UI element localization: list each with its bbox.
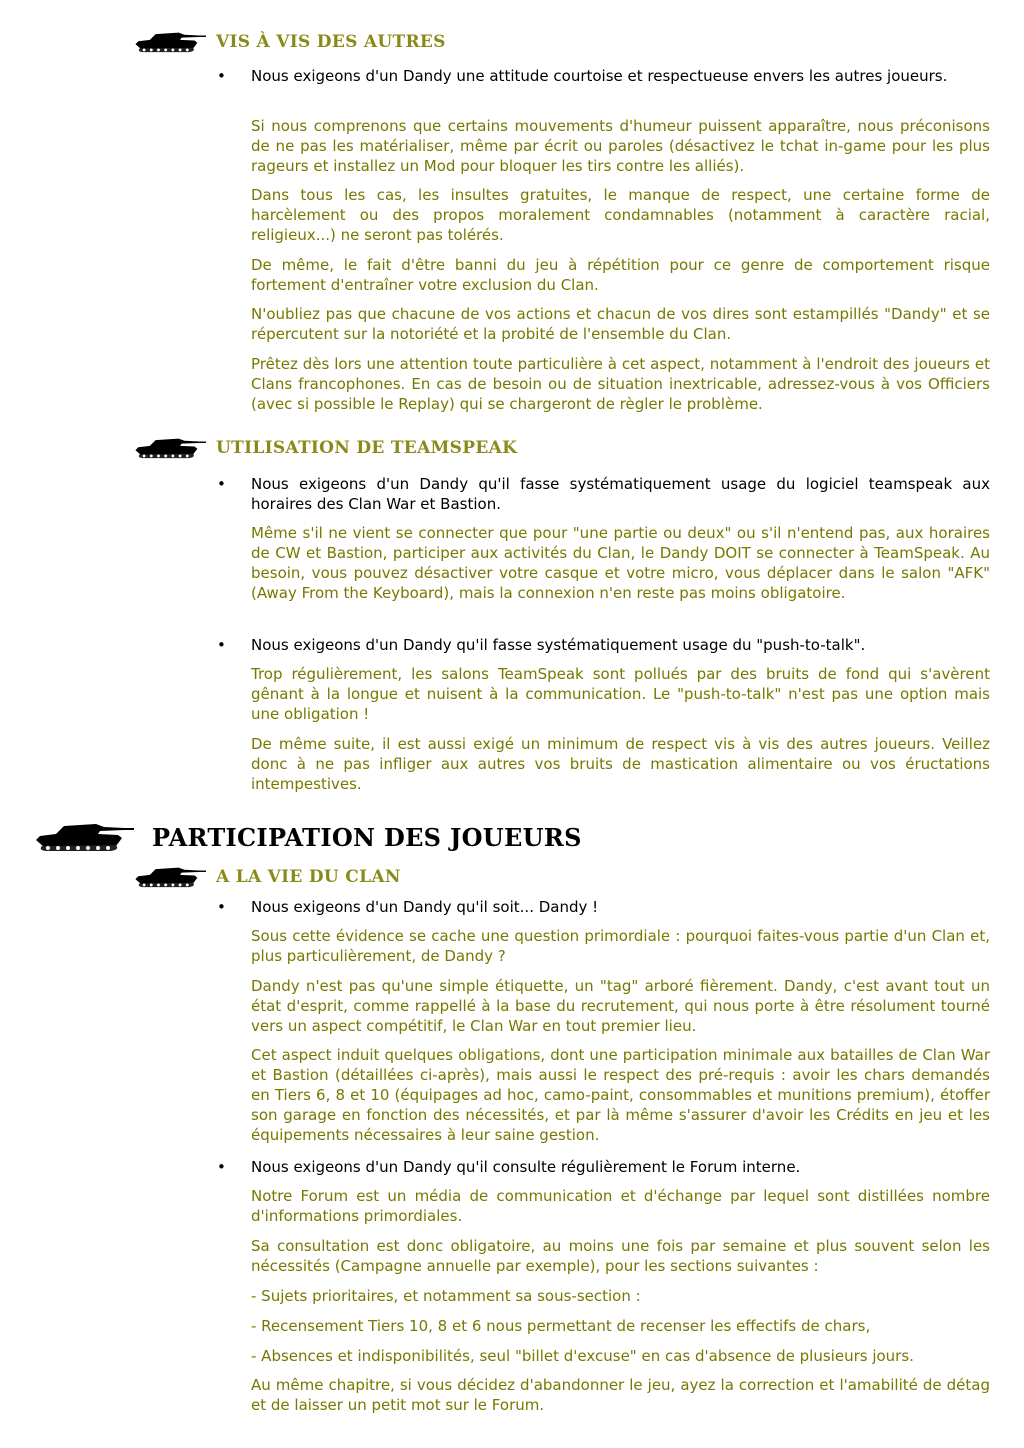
paragraph: Cet aspect induit quelques obligations, dont une participation minimale aux batailles de Clan War et Bastion (détaillées ci-après), mais aussi le respect des pré-requis : avoir les chars demandés en Tiers 6, 8 et 10 (équipages ad hoc, camo-paint, consommables et munitions premium), étoffer son garage en fonction des nécessités, et par là même s'assurer d'avoir les Crédits en jeu et les équipements nécessaires à leur saine gestion. [251, 1046, 990, 1144]
section-heading-vie-du-clan [134, 866, 401, 888]
tank-icon [134, 866, 206, 888]
paragraph: Dans tous les cas, les insultes gratuites, le manque de respect, une certaine forme de harcèlement ou des propos moralement condamnables (notamment à caractère racial, religieux...) ne seront pas tolérés. [251, 186, 990, 244]
main-title: PARTICIPATION DES JOUEURS [152, 822, 582, 852]
main-heading-participation [34, 820, 582, 854]
paragraph: Trop régulièrement, les salons TeamSpeak sont pollués par des bruits de fond qui s'avèrent gênant à la longue et nuisent à la communication. Le "push-to-talk" n'est pas une option mais une obligation ! [251, 665, 990, 723]
rule-bullet: Nous exigeons d'un Dandy qu'il consulte régulièrement le Forum interne. [251, 1158, 801, 1176]
rule-bullet: Nous exigeons d'un Dandy qu'il fasse systématiquement usage du logiciel teamspeak aux horaires des Clan War et Bastion. [251, 475, 990, 513]
section-title: VIS À VIS DES AUTRES [216, 32, 446, 52]
list-item: - Recensement Tiers 10, 8 et 6 nous permettant de recenser les effectifs de chars, [251, 1317, 871, 1335]
paragraph: Notre Forum est un média de communication et d'échange par lequel sont distillées nombre d'informations primordiales. [251, 1187, 990, 1225]
bullet-icon: • [217, 1158, 226, 1176]
section-heading-vis-a-vis [134, 31, 446, 53]
paragraph: Même s'il ne vient se connecter que pour "une partie ou deux" ou s'il n'entend pas, aux horaires de CW et Bastion, participer aux activités du Clan, le Dandy DOIT se connecter à TeamSpeak. Au besoin, vous pouvez désactiver votre casque et votre micro, vous déplacer dans le salon "AFK" (Away From the Keyboard), mais la connexion n'en reste pas moins obligatoire. [251, 524, 990, 602]
section-title: A LA VIE DU CLAN [216, 867, 401, 887]
paragraph: Sa consultation est donc obligatoire, au moins une fois par semaine et plus souvent selon les nécessités (Campagne annuelle par exemple), pour les sections suivantes : [251, 1237, 990, 1275]
tank-icon [134, 31, 206, 53]
paragraph: De même, le fait d'être banni du jeu à répétition pour ce genre de comportement risque fortement d'entraîner votre exclusion du Clan. [251, 256, 990, 294]
tank-icon [134, 437, 206, 459]
rule-bullet: Nous exigeons d'un Dandy qu'il fasse systématiquement usage du "push-to-talk". [251, 636, 866, 654]
paragraph: Prêtez dès lors une attention toute particulière à cet aspect, notamment à l'endroit des joueurs et Clans francophones. En cas de besoin ou de situation inextricable, adressez-vous à vos Officiers (avec si possible le Replay) qui se chargeront de règler le problème. [251, 355, 990, 413]
paragraph: Au même chapitre, si vous décidez d'abandonner le jeu, ayez la correction et l'amabilité de détag et de laisser un petit mot sur le Forum. [251, 1376, 990, 1414]
tank-icon [34, 820, 134, 854]
paragraph: Dandy n'est pas qu'une simple étiquette, un "tag" arboré fièrement. Dandy, c'est avant tout un état d'esprit, comme rappellé à la base du recrutement, qui nous porte à être résolument tourné vers un aspect compétitif, le Clan War en tout premier lieu. [251, 977, 990, 1035]
paragraph: N'oubliez pas que chacune de vos actions et chacun de vos dires sont estampillés "Dandy" et se répercutent sur la notoriété et la probité de l'ensemble du Clan. [251, 305, 990, 343]
list-item: - Absences et indisponibilités, seul "billet d'excuse" en cas d'absence de plusieurs jours. [251, 1347, 914, 1365]
paragraph: Si nous comprenons que certains mouvements d'humeur puissent apparaître, nous préconisons de ne pas les matérialiser, même par écrit ou paroles (désactivez le tchat in-game pour les plus rageurs et installez un Mod pour bloquer les tirs contre les alliés). [251, 117, 990, 175]
rule-bullet: Nous exigeons d'un Dandy une attitude courtoise et respectueuse envers les autres joueurs. [251, 67, 948, 85]
list-item: - Sujets prioritaires, et notamment sa sous-section : [251, 1287, 641, 1305]
bullet-icon: • [217, 898, 226, 916]
section-title: UTILISATION DE TEAMSPEAK [216, 438, 518, 458]
rule-bullet: Nous exigeons d'un Dandy qu'il soit... Dandy ! [251, 898, 599, 916]
paragraph: De même suite, il est aussi exigé un minimum de respect vis à vis des autres joueurs. Veillez donc à ne pas infliger aux autres vos bruits de mastication alimentaire ou vos éructations intempestives. [251, 735, 990, 793]
bullet-icon: • [217, 67, 226, 85]
bullet-icon: • [217, 475, 226, 493]
section-heading-teamspeak [134, 437, 517, 459]
bullet-icon: • [217, 636, 226, 654]
paragraph: Sous cette évidence se cache une question primordiale : pourquoi faites-vous partie d'un Clan et, plus particulièrement, de Dandy ? [251, 927, 990, 965]
